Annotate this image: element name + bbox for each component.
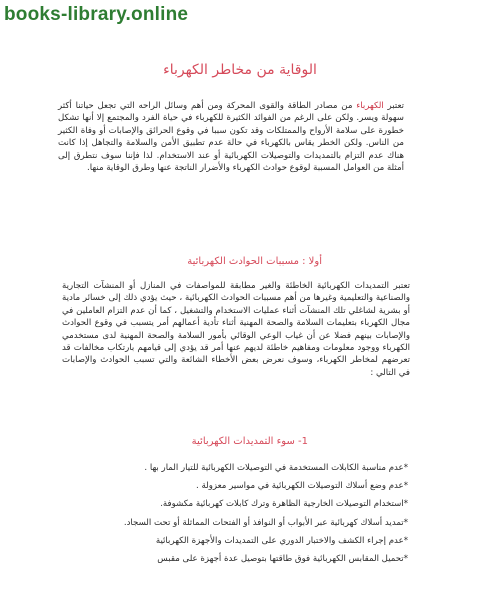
intro-highlight: الكهرباء	[356, 101, 384, 111]
site-watermark: books-library.online	[4, 4, 189, 25]
list-item: *استخدام التوصيلات الخارجية الظاهرة وترك كابلات كهربائية مكشوفة.	[160, 499, 408, 510]
page-title: الوقاية من مخاطر الكهرباء	[163, 62, 317, 78]
section-heading-wiring: 1- سوء التمديدات الكهربائية	[191, 436, 308, 447]
intro-text-after: من مصادر الطاقة والقوى المحركة ومن أهم وسائل الراحه التي تجعل حياتنا أكثر سهولة ويسر. ولكن على الرغم من الفوائد الكثيرة للكهرباء في حياة الفرد والمجتمع إلا أنها تشكل خطورة على سلامة الأرواح والممتلكات وقد تكون سببا في وقوع الحرائق والإصابات أو وفاة الكثير من الناس. ولكن الخطر يقاس بالكهرباء في حالة عدم تطبيق الأمن والسلامة والتجاهل إذا كانت هناك عدم التزام بالتمديدات والتوصيلات الكهربائية أو عند الاستخدام. لذا فإننا سوف نتطرق إلى أمثلة من العوامل المسببة لوقوع حوادث الكهرباء والأضرار الناتجة عنها وطرق الوقاية منها.	[58, 101, 404, 174]
section-heading-causes: أولا : مسببات الحوادث الكهربائية	[187, 256, 322, 267]
causes-paragraph: تعتبر التمديدات الكهربائية الخاطئة والغير مطابقة للمواصفات في المنازل أو المنشآت التجارية والصناعية والتعليمية وغيرها من أهم مسببات الحوادث الكهربائية ، حيث يؤدي ذلك إلى خسائر مادية أو بشرية لشاغلي تلك المنشآت أثناء عمليات الاستخدام والتشغيل ، كما أن عدم التزام العاملين في مجال الكهرباء بتعليمات السلامة والصحة المهنية أثناء تأدية أعمالهم أمر يتسبب في وقوع الحوادث والإصابات بينهم فضلا عن أن غياب الوعي الوقائي بأمور السلامة والصحة المهنية لدى مستخدمي الكهرباء ووجود معلومات ومفاهيم خاطئة لديهم عنها أمر قد يؤدي إلى قيامهم بارتكاب مخالفات قد تعرضهم لمخاطر الكهرباء، وسوف نعرض بعض الأخطاء الشائعة والتي تسبب الحوادث والإصابات في التالي :	[62, 281, 410, 378]
intro-text-before: تعتبر	[383, 101, 405, 111]
list-item: *عدم وضع أسلاك التوصيلات الكهربائية في مواسير معزولة .	[196, 481, 408, 492]
wiring-faults-list	[62, 462, 408, 571]
list-item: *عدم مناسبة الكابلات المستخدمة في التوصيلات الكهربائية للتيار المار بها .	[144, 463, 408, 473]
intro-paragraph	[58, 100, 404, 174]
list-item: *عدم إجراء الكشف والاختبار الدوري على التمديدات والأجهزة الكهربائية	[155, 535, 408, 546]
list-item: *تمديد أسلاك كهربائية عبر الأبواب أو النوافذ أو الفتحات المماثلة أو تحت السجاد.	[123, 517, 408, 528]
list-item: *تحميل المقابس الكهربائية فوق طاقتها بتوصيل عدة أجهزة على مقبس	[157, 554, 408, 565]
